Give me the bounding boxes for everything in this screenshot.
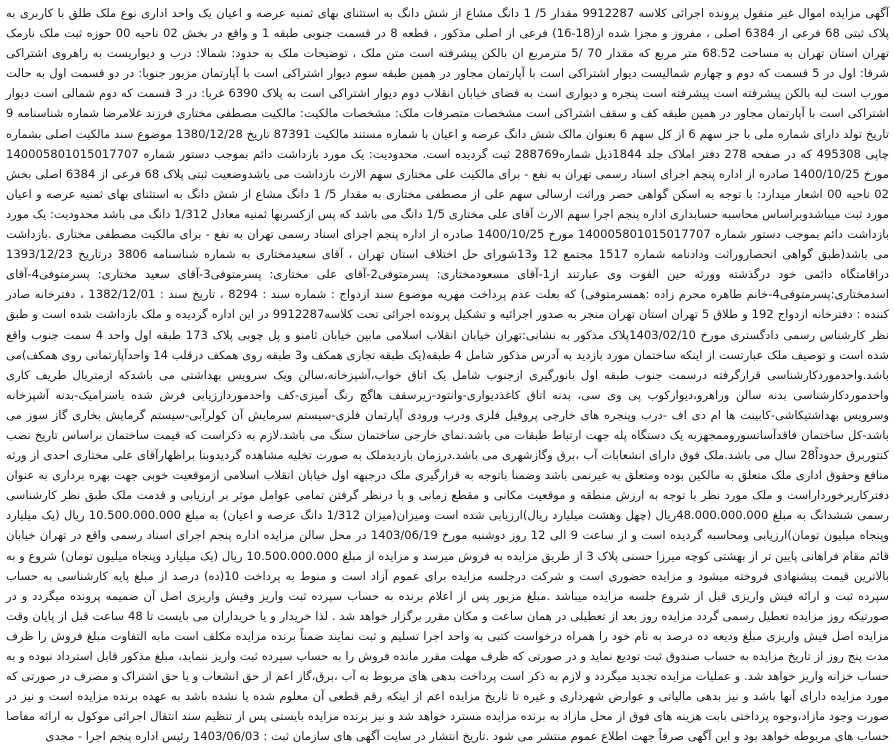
auction-notice-text: آگهی مزایده اموال غیر منقول پرونده اجرائی کلاسه 9912287 مقدار 5/ 1 دانگ مشاع از شش دانگ به استثنای بهای ثمنیه عرصه و اعیان یک واحد اداری نوع ملک طلق با کاربری به پلاک ثبتی 68 فرعی از 6384 اصلی ، مفروز و مجزا شده از(18-16) فرعی از اصلی مذکور ، قطعه 8 در قسمت جنوبی طبقه 1 و واقع در بخش 02 ناحیه 00 حوزه ثبت ملک نارمک تهران استان تهران به مساحت 68.52 متر مربع که مقدار 70 /5 مترمربع ان بالکن پیشرفته است متن ملک ، توضیحات ملک به حدود: شمالا: درب و دیواریست به راهروی اشتراکی شرقا: اول در 5 قسمت که دوم و چهارم شمالیست دیوار اشتراکی است با آپارتمان مجاور در همین طبقه سوم دیوار اشتراکی است با آپارتمان مزبور جنوبا: در دو قسمت اول به حالت مورب است لبه بالکن پیشرفته است پیشرفته است پنجره و دیواری است به فضای خیابان انقلاب دوم دیوار اشتراکی است به پلاک 6390 غربا: در 3 قسمت که دوم شمالی است دیوار اشتراکی است با آپارتمان مجاور در همین طبقه کف و سقف اشتراکی است مشخصات متصرفات ملک: مشخصات مالکیت: مالکیت مصطفی مختاری فرزند غلامرضا شماره شناسنامه 9 تاریخ تولد دارای شماره ملی با جز سهم 6 از کل سهم 6 بعنوان مالک شش دانگ عرصه و اعیان با شماره مستند مالکیت 87391 تاریخ 1380/12/28 موضوع سند مالکیت اصلی بشماره چاپی 495308 که در صفحه 278 دفتر املاک جلد 1844ذیل شماره288769 ثبت گردیده است. محدودیت: یک مورد بازداشت دائم بموجب دستور شماره 140005801015017707 مورخ 1400/10/25 صادره از اداره پنجم اجرای اسناد رسمی تهران به نفع - برای مالکیت علی مختاری سهم الارث بازداشت می باشدوضعیت ثبتی پلاک 68 فرعی از 6384 اصلی بخش 02 ناحیه 00 اشعار میدارد: با توجه به اسکن گواهی حصر وراثت ارسالی سهم علی از مصطفی مختاری به مقدار 5/ 1 دانگ مشاع از شش دانگ به استثنای بهای ثمنیه عرصه و اعیان مورد ثبت میباشدوبراساس محاسبه حسابداری اداره پنجم اجرا سهم الارث آقای علی مختاری 1/5 دانگ می باشد که پس ازکسربها ثمنیه معادل 1/312 دانگ می باشد محدودیت: یک مورد بازداشت دائم بموجب دستور شماره 140005801015017707 مورخ 1400/10/25 صادره از اداره پنجم اجرای اسناد رسمی تهران به نفع - برای مالکیت مصطفی مختاری .بازداشت می باشد(طبق گواهی انحصاروراثت ودادنامه شماره 1517 مجتمع 12 و13شورای حل اختلاف استان تهران ، آقای سعیدمختاری به شماره شناسنامه 3806 درتاریخ 1393/12/23 دراقامتگاه دائمی خود درگذشته وورثه حین الفوت وی عبارتند از1-آقای مسعودمختاری: پسرمتوفی2-آقای علی مختاری: پسرمتوفی3-آقای سعید مختاری: پسرمتوفی4-آقای اسدمختاری:پسرمتوفی4-خانم طاهره محرم زاده :همسرمتوفی) که بعلت عدم پرداخت مهریه موضوع سند ازدواج : شماره سند : 8294 ، تاریخ سند : 1382/12/01 ، دفترخانه صادر کننده : دفترخانه ازدواج 192 و طلاق 5 تهران استان تهران منجر به صدور اجرائیه و تشکیل پرونده اجرائی تحت کلاسه9912287 در این اداره گردیده و ملک بازداشت شده است و طبق نظر کارشناس رسمی دادگستری مورخ 1403/02/10پلاک مذکور به نشانی:تهران خیابان انقلاب اسلامی مابین خیابان ثامنو و پل چوبی پلاک 173 طبقه اول واحد 4 سمت جنوب واقع شده است و توصیف ملک عبارتست از اینکه ساختمان مورد بازدید به آدرس مذکور شامل 4 طبقه(یک طبقه تجاری همکف و3 طبقه روی همکف درقلب 14 واحدآپارتمانی روی همکف)می باشد.واحدموردکارشناسی قرارگرفته درسمت جنوب طبقه اول بانورگیری ازجنوب شامل یک اتاق خواب،آشپزخانه،سالن ویک سرویس بهداشتی می باشدکه ازمتریال طریف کاری واحدموردکارشناسی بدنه سالن وراهرو،دیوارکوب پی وی سی، بدنه اتاق کاغذدیواری-وانتود-زیرسقف هاگچ رنگ آمیزی-کف واحدمورداززیابی فرش شده باسرامیک-بدنه آشپزخانه وسرویس بهداشتیکاشی-کابینت ها ام دی اف -درب وپنجره های خارجی پروفیل فلزی ودرب ورودی آپارتمان فلزی-سیستم سرمایش آن کولرآبی-سیستم گرمایش بخاری گاز سوز می باشد-کل ساختمان فاقدآسانسوروممجهزبه یک دستگاه پله جهت ارتباط طبقات می باشد.نمای خارجی ساختمان سنگ می باشد.لازم به ذکراست که قیمت ساختمان براساس تاریخ نصب کنتوربرق حدوداً28 سال می باشد.ملک فوق دارای انشعابات آب ،برق وگازشهری می باشد.درزمان بازدیدملک به صورت تخلیه مشاهده گردیدوبنا براظهارآقای علی مختاری احدی از ورثه منافع وحقوق اداری ملک متعلق به مالکین بوده ومتعلق به غیرنمی باشد وضمنا باتوجه به قرارگیری ملک درجبهه اول خیابان انقلاب اسلامی ازموقعیت خوبی جهت بهره برداری به عنوان دفترکاربرخورداراست و ملک مورد نظر با توجه به ارزش منطقه و موقعیت مکانی و مقطع زمانی و با درنظر گرفتن تمامی عوامل موثر بر ارزیابی و قدمت ملک طبق نظر کارشناسی رسمی ششدانگ به مبلغ 48.000.000.000ریال (چهل وهشت میلیارد ریال)ارزیابی شده است ومیزان(میزان 1/312 دانگ عرصه و اعیان) به مبلغ 10.500.000.000 ریال (یک میلیارد وپنجاه میلیون تومان)ارزیابی ومحاسبه گردیده است و از ساعت 9 الی 12 روز دوشنبه مورخ 1403/06/19 در محل سالن مزایده اداره پنجم اجرای اسناد رسمی واقع در تهران خیابان قائم مقام فراهانی پایین تر از بهشتی کوچه میرزا حسنی پلاک 3 از طریق مزایده به فروش میرسد و مزایده از مبلغ 10.500.000.000 ریال (یک میلیارد وپنجاه میلیون تومان) شروع و به بالاترین قیمت پیشنهادی فروخته میشود و مزایده حضوری است و شرکت درجلسه مزایده برای عموم آزاد است و منوط به پرداخت 10(ده) درصد از مبلغ پایه کارشناسی به حساب سپرده ثبت و ارائه فیش واریزی قبل از شروع جلسه مزایده میباشد .مبلغ مزبور پس از اعلام برنده به حساب سپرده ثبت واریز وفیش واریزی اصل آن ضمیمه پرونده میگردد و در صورتیکه روز مزایده تعطیل رسمی گردد مزایده روز بعد از تعطیلی در همان ساعت و مکان مقرر برگزار خواهد شد . لذا خریدار و یا خریداران می بایست تا 48 ساعت قبل از پایان وقت مزایده اصل فیش واریزی مبلغ ودیعه ده درصد به نام خود را همراه درخواست کتبی به واحد اجرا تسلیم و ثبت نمایند ضمناً برنده مزایده مکلف است مابه التفاوت مبلغ فروش را ظرف مدت پنج روز از تاریخ مزایده به حساب صندوق ثبت تودیع نماید و در صورتی که ظرف مهلت مقرر مانده فروش را به حساب سپرده ثبت واریز ننماید، مبلغ مذکور قابل استرداد نبوده و به حساب خزانه واریز خواهد شد. و عملیات مزایده تجدید میگردد و لازم به ذکر است پرداخت بدهی های مربوط به آب ،برق،گاز اعم از حق انشعاب و یا حق اشتراک و مصرف در صورتی که مورد مزایده دارای آنها باشد و نیز بدهی مالیاتی و عوارض شهرداری و غیره تا تاریخ مزایده اعم از اینکه رقم قطعی آن معلوم شده یا نشده باشد به عهده برنده مزایده است و نیز در صورت وجود مازاد،وجوه پرداختی بابت هزینه های فوق از محل مازاد به برنده مزایده مسترد خواهد شد و نیز برنده مزایده بایستی پس از تنظیم سند انتقال اجرائی موکول به ارائه مفاصا حساب های مربوطه خواهد بود و این آگهی صرفاً جهت اطلاع عموم منتشر می شود .تاریخ انتشار در سایت آگهی های سازمان ثبت : 1403/06/03 رئیس اداره پنجم اجرا - مجدی — [6, 6, 890, 744]
